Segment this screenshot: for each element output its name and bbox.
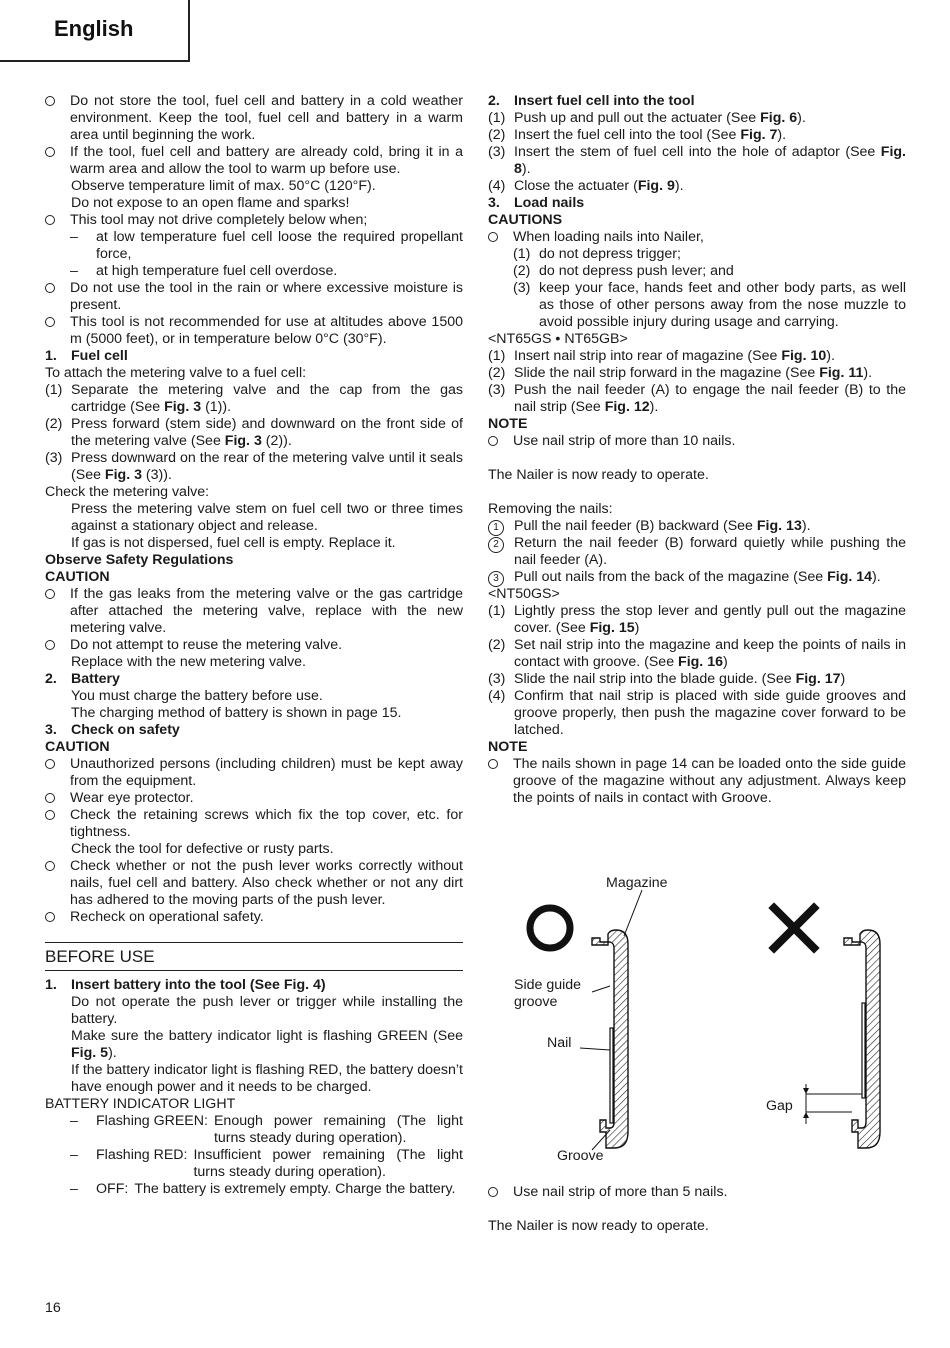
text-tail: ). xyxy=(649,399,659,415)
text-tail: (2)). xyxy=(261,433,292,449)
text: keep your face, hands feet and other body parts, as well as those of other persons away from the nose muzzle to avoid possible injury during usage and carrying. xyxy=(539,280,906,330)
figure-ref: Fig. 16 xyxy=(678,654,723,670)
text: Insert nail strip into rear of magazine (See xyxy=(514,348,782,364)
figure-ref: Fig. 6 xyxy=(760,110,798,126)
item-marker: (1) xyxy=(513,246,531,262)
text: Check on safety xyxy=(71,722,180,738)
text: Load nails xyxy=(514,195,585,211)
text-tail: ). xyxy=(777,127,787,143)
text: Replace with the new metering valve. xyxy=(71,654,307,670)
text: This tool may not drive completely below when; xyxy=(70,212,368,228)
left-column xyxy=(45,93,463,1198)
text: If the battery indicator light is flashing RED, the battery doesn’t have enough power and it needs to be charged. xyxy=(71,1062,463,1095)
text: Insert fuel cell into the tool xyxy=(514,93,695,109)
magazine-diagram xyxy=(488,868,918,1173)
right-column xyxy=(488,93,906,807)
text: CAUTIONS xyxy=(488,212,563,228)
paragraph xyxy=(45,365,463,382)
item-marker: (1) xyxy=(45,382,63,398)
paragraph xyxy=(45,994,463,1028)
incorrect-symbol xyxy=(774,908,814,948)
item-marker: (2) xyxy=(45,416,63,432)
text: CAUTION xyxy=(45,739,110,755)
figure-ref: Fig. 12 xyxy=(604,399,650,415)
paragraph xyxy=(45,1096,463,1113)
numbered-item xyxy=(45,450,463,484)
text-tail: ) xyxy=(840,671,846,687)
text: Unauthorized persons (including children) must be kept away from the equipment. xyxy=(70,756,463,789)
text-tail: ). xyxy=(521,161,531,177)
text: Insert the stem of fuel cell into the hole of adaptor (See xyxy=(514,144,881,160)
text: do not depress trigger; xyxy=(539,246,681,262)
text-tail: (1)). xyxy=(201,399,232,415)
numbered-item xyxy=(45,229,463,263)
numbered-item xyxy=(488,195,906,212)
bullet-item xyxy=(488,229,906,246)
numbered-item xyxy=(488,535,906,569)
text-tail: (3)). xyxy=(141,467,172,483)
numbered-item xyxy=(488,246,906,263)
numbered-item xyxy=(488,518,906,535)
numbered-item xyxy=(45,382,463,416)
text: Use nail strip of more than 10 nails. xyxy=(513,433,736,449)
item-marker: – xyxy=(70,229,78,245)
paragraph xyxy=(45,195,463,212)
dash: – xyxy=(70,1181,78,1197)
item-marker: 2. xyxy=(45,671,57,687)
figure-ref: Fig. 5 xyxy=(71,1045,109,1061)
item-marker: (3) xyxy=(488,671,506,687)
magazine-profile-right xyxy=(844,930,880,1148)
text: Observe temperature limit of max. 50°C (120°F). xyxy=(71,178,376,194)
item-marker: (3) xyxy=(513,280,531,296)
section-heading: BEFORE USE xyxy=(45,942,463,971)
bullet-item xyxy=(45,807,463,841)
text: Check the retaining screws which fix the top cover, etc. for tightness. xyxy=(70,807,463,840)
text: Check the tool for defective or rusty parts. xyxy=(71,841,334,857)
paragraph xyxy=(45,739,463,756)
text: Do not expose to an open flame and sparks! xyxy=(71,195,350,211)
text: Insert the fuel cell into the tool (See xyxy=(514,127,741,143)
text-tail: ) xyxy=(634,620,640,636)
text: Do not attempt to reuse the metering valve. xyxy=(70,637,343,653)
text: This tool is not recommended for use at altitudes above 1500 m (5000 feet), or in temperature below 0°C (30°F). xyxy=(70,314,463,347)
side-guide-label-1: Side guide xyxy=(514,977,582,993)
paragraph xyxy=(45,535,463,552)
text: Close the actuater ( xyxy=(514,178,638,194)
text: Separate the metering valve and the cap from the gas cartridge (See xyxy=(71,382,463,415)
indicator-label: Flashing GREEN: xyxy=(96,1113,208,1129)
dash: – xyxy=(70,1147,78,1163)
figure-ref: Fig. 7 xyxy=(740,127,778,143)
text: at low temperature fuel cell loose the required propellant force, xyxy=(96,229,463,262)
numbered-item xyxy=(45,348,463,365)
item-marker xyxy=(488,535,504,553)
paragraph xyxy=(45,552,463,569)
spacer xyxy=(488,484,906,501)
figure-ref: Fig. 3 xyxy=(224,433,262,449)
groove-label: Groove xyxy=(557,1148,604,1164)
bullet-item xyxy=(45,314,463,348)
bullet-circle-icon xyxy=(488,229,498,247)
text: BATTERY INDICATOR LIGHT xyxy=(45,1096,236,1112)
numbered-item xyxy=(488,144,906,178)
text: Removing the nails: xyxy=(488,501,613,517)
bullet-item xyxy=(45,756,463,790)
text: Press forward (stem side) and downward on the front side of the metering valve (See xyxy=(71,416,463,449)
indicator-row xyxy=(45,1113,463,1147)
bullet-item xyxy=(45,909,463,926)
text: Push up and pull out the actuater (See xyxy=(514,110,761,126)
text: Do not operate the push lever or trigger while installing the battery. xyxy=(71,994,463,1027)
bullet-circle-icon xyxy=(45,93,55,111)
paragraph xyxy=(45,501,463,535)
text-tail: ). xyxy=(108,1045,117,1061)
text: <NT50GS> xyxy=(488,586,560,602)
item-marker: (2) xyxy=(488,365,506,381)
item-marker: (3) xyxy=(45,450,63,466)
figure-ref: Fig. 8 xyxy=(514,144,906,177)
indicator-desc: The battery is extremely empty. Charge the battery. xyxy=(134,1181,456,1197)
bullet-item xyxy=(488,433,906,450)
text: If the gas leaks from the metering valve or the gas cartridge after attached the metering valve, replace with the new metering valve. xyxy=(70,586,463,636)
paragraph xyxy=(488,586,906,603)
numbered-item xyxy=(488,348,906,365)
bullet-circle-icon xyxy=(45,280,55,298)
bullet-circle-icon xyxy=(45,909,55,927)
numbered-item xyxy=(488,382,906,416)
side-guide-leader xyxy=(592,986,610,992)
text-tail: ). xyxy=(872,569,881,585)
numbered-item xyxy=(488,110,906,127)
item-marker: (1) xyxy=(488,348,506,364)
bullet-item xyxy=(45,858,463,909)
page-number: 16 xyxy=(45,1300,61,1316)
circled-number: 3 xyxy=(488,571,504,587)
figure-ref: Fig. 11 xyxy=(819,365,864,381)
paragraph xyxy=(45,569,463,586)
numbered-item xyxy=(488,569,906,586)
bullet-item xyxy=(45,93,463,144)
numbered-item xyxy=(488,93,906,110)
paragraph xyxy=(45,178,463,195)
nail-label: Nail xyxy=(547,1035,572,1051)
indicator-desc: Enough power remaining (The light turns steady during operation). xyxy=(213,1113,463,1146)
item-marker: 1. xyxy=(45,348,57,364)
item-marker: (3) xyxy=(488,382,506,398)
indicator-row xyxy=(45,1181,463,1198)
text: Fuel cell xyxy=(71,348,128,364)
indicator-label: OFF: xyxy=(96,1181,129,1197)
figure-ref: Fig. 3 xyxy=(104,467,142,483)
dash: – xyxy=(70,1113,78,1129)
bullet-item xyxy=(45,144,463,178)
item-marker: (2) xyxy=(488,637,506,653)
magazine-profile-left xyxy=(592,930,628,1148)
item-marker: 1. xyxy=(45,977,57,993)
text: Push the nail feeder (A) to engage the nail feeder (B) to the nail strip (See xyxy=(514,382,906,415)
paragraph xyxy=(45,484,463,501)
bullet-circle-icon xyxy=(45,586,55,604)
text: Do not store the tool, fuel cell and battery in a cold weather environment. Keep the tool, fuel cell and battery in a warm area until beginning the work. xyxy=(70,93,463,143)
text: CAUTION xyxy=(45,569,110,585)
text: Pull out nails from the back of the magazine (See xyxy=(514,569,828,585)
numbered-item xyxy=(45,722,463,739)
item-marker xyxy=(488,569,504,587)
text: <NT65GS • NT65GB> xyxy=(488,331,628,347)
text-tail: ). xyxy=(863,365,873,381)
gap-label: Gap xyxy=(766,1098,793,1114)
text: The Nailer is now ready to operate. xyxy=(488,467,709,483)
text: Press the metering valve stem on fuel cell two or three times against a stationary object and release. xyxy=(71,501,463,534)
text: Pull the nail feeder (B) backward (See xyxy=(514,518,757,534)
figure-ref: Fig. 3 xyxy=(164,399,202,415)
language-label: English xyxy=(54,16,134,41)
numbered-item xyxy=(488,671,906,688)
paragraph xyxy=(488,501,906,518)
indicator-label: Flashing RED: xyxy=(96,1147,188,1163)
bullet-circle-icon xyxy=(45,144,55,162)
paragraph xyxy=(45,1028,463,1062)
text: Slide the nail strip forward in the magazine (See xyxy=(514,365,820,381)
text: do not depress push lever; and xyxy=(539,263,734,279)
circled-number: 2 xyxy=(488,537,504,553)
text: at high temperature fuel cell overdose. xyxy=(96,263,338,279)
bullet-circle-icon xyxy=(45,756,55,774)
bullet-item xyxy=(45,790,463,807)
side-guide-label-2: groove xyxy=(514,994,558,1010)
text: Battery xyxy=(71,671,120,687)
item-marker: (2) xyxy=(488,127,506,143)
bullet-circle-icon xyxy=(45,212,55,230)
bullet-circle-icon xyxy=(488,1184,498,1202)
text: Slide the nail strip into the blade guide. (See xyxy=(514,671,796,687)
numbered-item xyxy=(488,263,906,280)
bullet-item xyxy=(488,756,906,807)
item-marker: (3) xyxy=(488,144,506,160)
figure-ref: Fig. 14 xyxy=(827,569,873,585)
numbered-item xyxy=(488,637,906,671)
text: NOTE xyxy=(488,416,528,432)
item-marker: 3. xyxy=(488,195,500,211)
text: Wear eye protector. xyxy=(70,790,194,806)
bullet-circle-icon xyxy=(488,433,498,451)
numbered-item xyxy=(488,688,906,739)
bullet-item xyxy=(45,586,463,637)
indicator-desc: Insufficient power remaining (The light turns steady during operation). xyxy=(193,1147,463,1180)
paragraph xyxy=(488,467,906,484)
text: When loading nails into Nailer, xyxy=(513,229,704,245)
text: The charging method of battery is shown in page 15. xyxy=(71,705,402,721)
text-tail: ). xyxy=(801,518,811,534)
paragraph xyxy=(45,688,463,705)
numbered-item xyxy=(45,263,463,280)
bullet-item xyxy=(45,212,463,229)
bullet-circle-icon xyxy=(488,756,498,774)
item-marker: (1) xyxy=(488,110,506,126)
text: NOTE xyxy=(488,739,528,755)
text: Check whether or not the push lever works correctly without nails, fuel cell and battery. Also check whether or not any dirt has adhered to the moving parts of the push lever. xyxy=(70,858,463,908)
item-marker: (4) xyxy=(488,688,506,704)
correct-symbol xyxy=(530,908,570,948)
item-marker: 3. xyxy=(45,722,57,738)
text: You must charge the battery before use. xyxy=(71,688,323,704)
text: Confirm that nail strip is placed with side guide grooves and groove properly, then push the magazine cover forward to be latched. xyxy=(514,688,906,738)
text: Press downward on the rear of the metering valve until it seals (See xyxy=(71,450,463,483)
bullet-circle-icon xyxy=(45,807,55,825)
figure-ref: Fig. 17 xyxy=(795,671,841,687)
item-marker xyxy=(488,518,504,536)
numbered-item xyxy=(488,365,906,382)
paragraph xyxy=(488,331,906,348)
text: Observe Safety Regulations xyxy=(45,552,234,568)
nail-leader xyxy=(580,1048,610,1050)
text: Insert battery into the tool (See Fig. 4) xyxy=(71,977,326,993)
nail-loading-figure xyxy=(488,868,918,1173)
numbered-item xyxy=(45,671,463,688)
bullet-circle-icon xyxy=(45,314,55,332)
paragraph xyxy=(488,416,906,433)
item-marker: (1) xyxy=(488,603,506,619)
bullet-circle-icon xyxy=(45,790,55,808)
text-tail: ). xyxy=(674,178,684,194)
bullet-circle-icon xyxy=(45,637,55,655)
numbered-item xyxy=(488,280,906,331)
bullet-item xyxy=(45,637,463,654)
paragraph xyxy=(45,841,463,858)
bullet-item xyxy=(45,280,463,314)
text: Lightly press the stop lever and gently pull out the magazine cover. (See xyxy=(514,603,906,636)
after-figure-notes xyxy=(488,1184,906,1235)
text: If the tool, fuel cell and battery are already cold, bring it in a warm area and allow the tool to warm up before use. xyxy=(70,144,463,177)
text: Do not use the tool in the rain or where excessive moisture is present. xyxy=(70,280,463,313)
magazine-label: Magazine xyxy=(606,875,668,891)
paragraph xyxy=(45,654,463,671)
item-marker: (4) xyxy=(488,178,506,194)
text: Check the metering valve: xyxy=(45,484,210,500)
text-tail: ). xyxy=(826,348,835,364)
nail-count-bullet: Use nail strip of more than 5 nails. xyxy=(488,1184,906,1201)
item-marker: (2) xyxy=(513,263,531,279)
numbered-item xyxy=(488,178,906,195)
text-tail: ) xyxy=(722,654,728,670)
indicator-row xyxy=(45,1147,463,1181)
numbered-item xyxy=(45,416,463,450)
text: To attach the metering valve to a fuel cell: xyxy=(45,365,307,381)
magazine-leader xyxy=(624,890,642,936)
item-marker: – xyxy=(70,263,78,279)
text: Recheck on operational safety. xyxy=(70,909,264,925)
language-tab xyxy=(0,0,190,62)
text: Set nail strip into the magazine and keep the points of nails in contact with groove. (See xyxy=(514,637,906,670)
paragraph xyxy=(488,739,906,756)
numbered-item xyxy=(488,603,906,637)
text-tail: ). xyxy=(797,110,806,126)
text: Return the nail feeder (B) forward quietly while pushing the nail feeder (A). xyxy=(514,535,906,568)
figure-ref: Fig. 13 xyxy=(756,518,802,534)
text: The nails shown in page 14 can be loaded onto the side guide groove of the magazine without any adjustment. Always keep the points of nails in contact with Groove. xyxy=(513,756,906,806)
ready-text: The Nailer is now ready to operate. xyxy=(488,1218,709,1234)
item-marker: 2. xyxy=(488,93,500,109)
text: If gas is not dispersed, fuel cell is empty. Replace it. xyxy=(71,535,396,551)
figure-ref: Fig. 10 xyxy=(781,348,827,364)
numbered-item xyxy=(488,127,906,144)
spacer xyxy=(488,450,906,467)
paragraph xyxy=(45,1062,463,1096)
text: Make sure the battery indicator light is flashing GREEN (See xyxy=(71,1028,463,1044)
figure-ref: Fig. 15 xyxy=(589,620,635,636)
numbered-item xyxy=(45,977,463,994)
bullet-circle-icon xyxy=(45,858,55,876)
paragraph xyxy=(488,212,906,229)
figure-ref: Fig. 9 xyxy=(637,178,675,194)
paragraph xyxy=(45,705,463,722)
circled-number: 1 xyxy=(488,520,504,536)
